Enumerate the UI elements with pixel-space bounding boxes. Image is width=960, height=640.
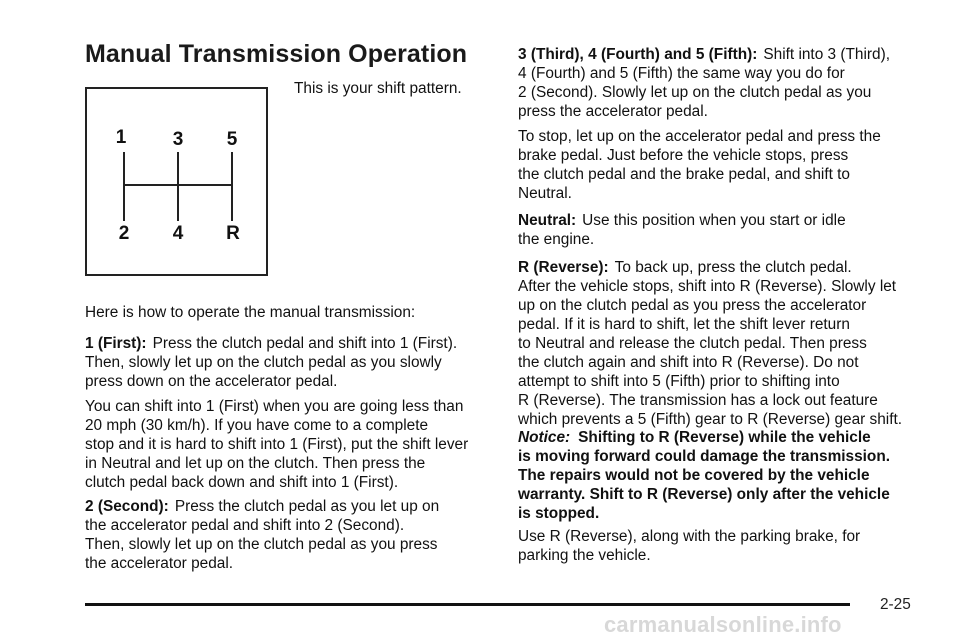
text-line: which prevents a 5 (Fifth) gear to R (Reverse) gear shift. (518, 411, 903, 428)
text-line: the accelerator pedal. (85, 555, 234, 572)
first-gear-paragraph (85, 334, 500, 391)
text-line (85, 334, 500, 353)
text-line: Neutral. (518, 185, 572, 202)
text-line (518, 258, 928, 277)
text-line: To stop, let up on the accelerator pedal and press the (518, 128, 881, 145)
gear-label-r: R (226, 223, 240, 244)
text-line: is moving forward could damage the transmission. (518, 448, 891, 465)
stopping-paragraph (518, 127, 928, 203)
gear-label-5: 5 (226, 129, 238, 150)
text-line: in Neutral and let up on the clutch. Then press the (85, 455, 426, 472)
watermark-text: carmanualsonline.info (604, 612, 842, 637)
text-line: press down on the accelerator pedal. (85, 373, 338, 390)
neutral-term: Neutral: (518, 212, 577, 229)
text-line: press the accelerator pedal. (518, 103, 708, 120)
footer-rule (85, 603, 850, 606)
text-line: Then, slowly let up on the clutch pedal as you slowly (85, 354, 442, 371)
first-gear-note-paragraph (85, 397, 500, 492)
text-line: the clutch again and shift into R (Reverse). Do not (518, 354, 859, 371)
diagram-caption: This is your shift pattern. (294, 80, 462, 97)
third-fifth-gear-paragraph (518, 45, 928, 121)
third-fifth-gear-term: 3 (Third), 4 (Fourth) and 5 (Fifth): (518, 46, 758, 63)
text-line: parking the vehicle. (518, 547, 651, 564)
gear-label-2: 2 (118, 223, 130, 244)
second-gear-term: 2 (Second): (85, 498, 169, 515)
text-line: is stopped. (518, 505, 600, 522)
text-line: warranty. Shift to R (Reverse) only after the vehicle (518, 486, 890, 503)
text-line: Here is how to operate the manual transmission: (85, 304, 416, 321)
text-line: Then, slowly let up on the clutch pedal as you press (85, 536, 438, 553)
gear-label-3: 3 (172, 129, 184, 150)
text-line (85, 497, 500, 516)
text-segment: Use this position when you start or idle (582, 212, 846, 229)
text-line: 2 (Second). Slowly let up on the clutch pedal as you (518, 84, 872, 101)
text-segment: Press the clutch pedal and shift into 1 (First). (152, 335, 458, 352)
text-line: R (Reverse). The transmission has a lock out feature (518, 392, 878, 409)
text-line (518, 428, 928, 447)
text-line: clutch pedal back down and shift into 1 (First). (85, 474, 399, 491)
text-line: 4 (Fourth) and 5 (Fifth) the same way you do for (518, 65, 845, 82)
text-line: attempt to shift into 5 (Fifth) prior to shifting into (518, 373, 840, 390)
second-gear-paragraph (85, 497, 500, 573)
reverse-paragraph (518, 258, 928, 429)
text-line: After the vehicle stops, shift into R (Reverse). Slowly let (518, 278, 897, 295)
parking-paragraph (518, 527, 928, 565)
page-number: 2-25 (880, 596, 911, 613)
reverse-term: R (Reverse): (518, 259, 609, 276)
neutral-paragraph (518, 211, 928, 249)
text-segment: Shifting to R (Reverse) while the vehicle (578, 429, 871, 446)
shift-pattern-graphic (87, 89, 270, 278)
section-heading: Manual Transmission Operation (85, 40, 468, 68)
text-line (518, 211, 928, 230)
intro-paragraph (85, 303, 500, 322)
text-line: The repairs would not be covered by the vehicle (518, 467, 870, 484)
text-line: the clutch pedal and the brake pedal, and shift to (518, 166, 850, 183)
text-line: brake pedal. Just before the vehicle stops, press (518, 147, 849, 164)
text-line: the engine. (518, 231, 595, 248)
text-line: pedal. If it is hard to shift, let the shift lever return (518, 316, 850, 333)
first-gear-term: 1 (First): (85, 335, 147, 352)
text-line: Use R (Reverse), along with the parking brake, for (518, 528, 861, 545)
gear-label-4: 4 (172, 223, 184, 244)
text-line: 20 mph (30 km/h). If you have come to a complete (85, 417, 429, 434)
text-line: stop and it is hard to shift into 1 (First), put the shift lever (85, 436, 469, 453)
text-segment: Press the clutch pedal as you let up on (174, 498, 440, 515)
shift-pattern-diagram (85, 87, 268, 276)
text-line: to Neutral and release the clutch pedal. Then press (518, 335, 867, 352)
text-segment: To back up, press the clutch pedal. (614, 259, 852, 276)
text-line: the accelerator pedal and shift into 2 (Second). (85, 517, 405, 534)
text-line: up on the clutch pedal as you press the accelerator (518, 297, 867, 314)
gear-label-1: 1 (115, 127, 127, 148)
text-segment: Shift into 3 (Third), (763, 46, 890, 63)
notice-paragraph (518, 428, 928, 523)
text-line (518, 45, 928, 64)
text-line: You can shift into 1 (First) when you are going less than (85, 398, 464, 415)
notice-label: Notice: (518, 429, 571, 446)
